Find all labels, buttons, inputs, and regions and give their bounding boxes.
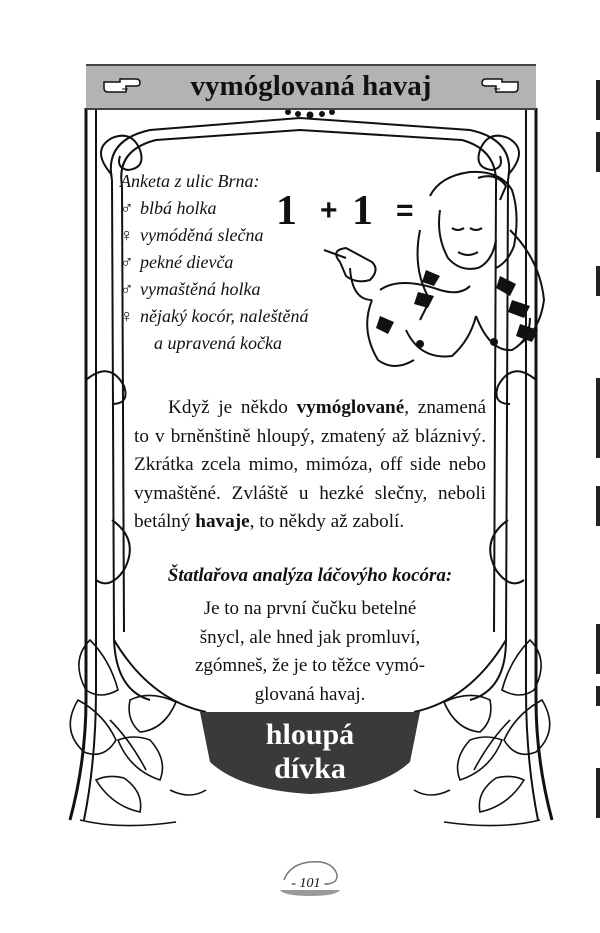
male-symbol-icon: ♂ (120, 252, 134, 272)
male-symbol-icon: ♂ (120, 198, 134, 218)
female-symbol-icon: ♀ (120, 306, 134, 326)
survey-item: ♂ blbá holka (120, 195, 330, 222)
page-edge-mark (596, 80, 600, 120)
survey-item: ♂ pekné dievča (120, 249, 330, 276)
definition-paragraph: Když je někdo vymóglované, znamená to v brněnštině hloupý, zmatený až bláznivý. Zkrátka zcela mimo, mimóza, off side nebo vymaštěné. Zvláště u hezké slečny, neboli betálný havaje, to někdy až zabolí. (134, 397, 486, 533)
survey-item: ♀ nějaký kocór, naleštěná (120, 303, 330, 330)
equation-digit: 1 (276, 188, 297, 230)
pointing-hand-icon (480, 76, 520, 96)
meaning-label: hloupá dívka (265, 718, 355, 785)
crocodile-emblem-icon (270, 850, 350, 900)
analysis-heading: Štatlařova analýza láčovýho kocóra: (167, 565, 453, 586)
page-number: - 101 - (291, 876, 329, 891)
male-symbol-icon: ♂ (120, 279, 134, 299)
survey-item: ♀ vymóděná slečna (120, 222, 330, 249)
equation-digit: 1 (352, 188, 373, 230)
survey-item: ♂ vymaštěná holka (120, 276, 330, 303)
page-edge-mark (596, 686, 600, 706)
hair-stripes (376, 270, 538, 342)
term-bold: vymóglované (296, 397, 405, 418)
page-edge-mark (596, 266, 600, 296)
chapter-title: vymóglovaná havaj (190, 70, 432, 102)
page-edge-mark (596, 624, 600, 674)
survey-heading: Anketa z ulic Brna: (120, 171, 260, 191)
page-edge-mark (596, 378, 600, 458)
analysis-text: Je to na první čučku betelné šnycl, ale hned jak promluví, zgómneš, že je to těžce vymó- glovaná havaj. (194, 598, 425, 705)
term-bold: havaje (195, 511, 250, 533)
female-symbol-icon: ♀ (120, 225, 134, 245)
one-plus-one-equation (276, 186, 436, 230)
chapter-header (86, 64, 536, 110)
page-edge-mark (596, 486, 600, 526)
page-edge-mark (596, 768, 600, 818)
survey-item-continuation: a upravená kočka (154, 333, 282, 353)
page-edge-mark (596, 132, 600, 172)
equation-equals: = (396, 194, 414, 227)
equation-plus: + (320, 194, 338, 227)
